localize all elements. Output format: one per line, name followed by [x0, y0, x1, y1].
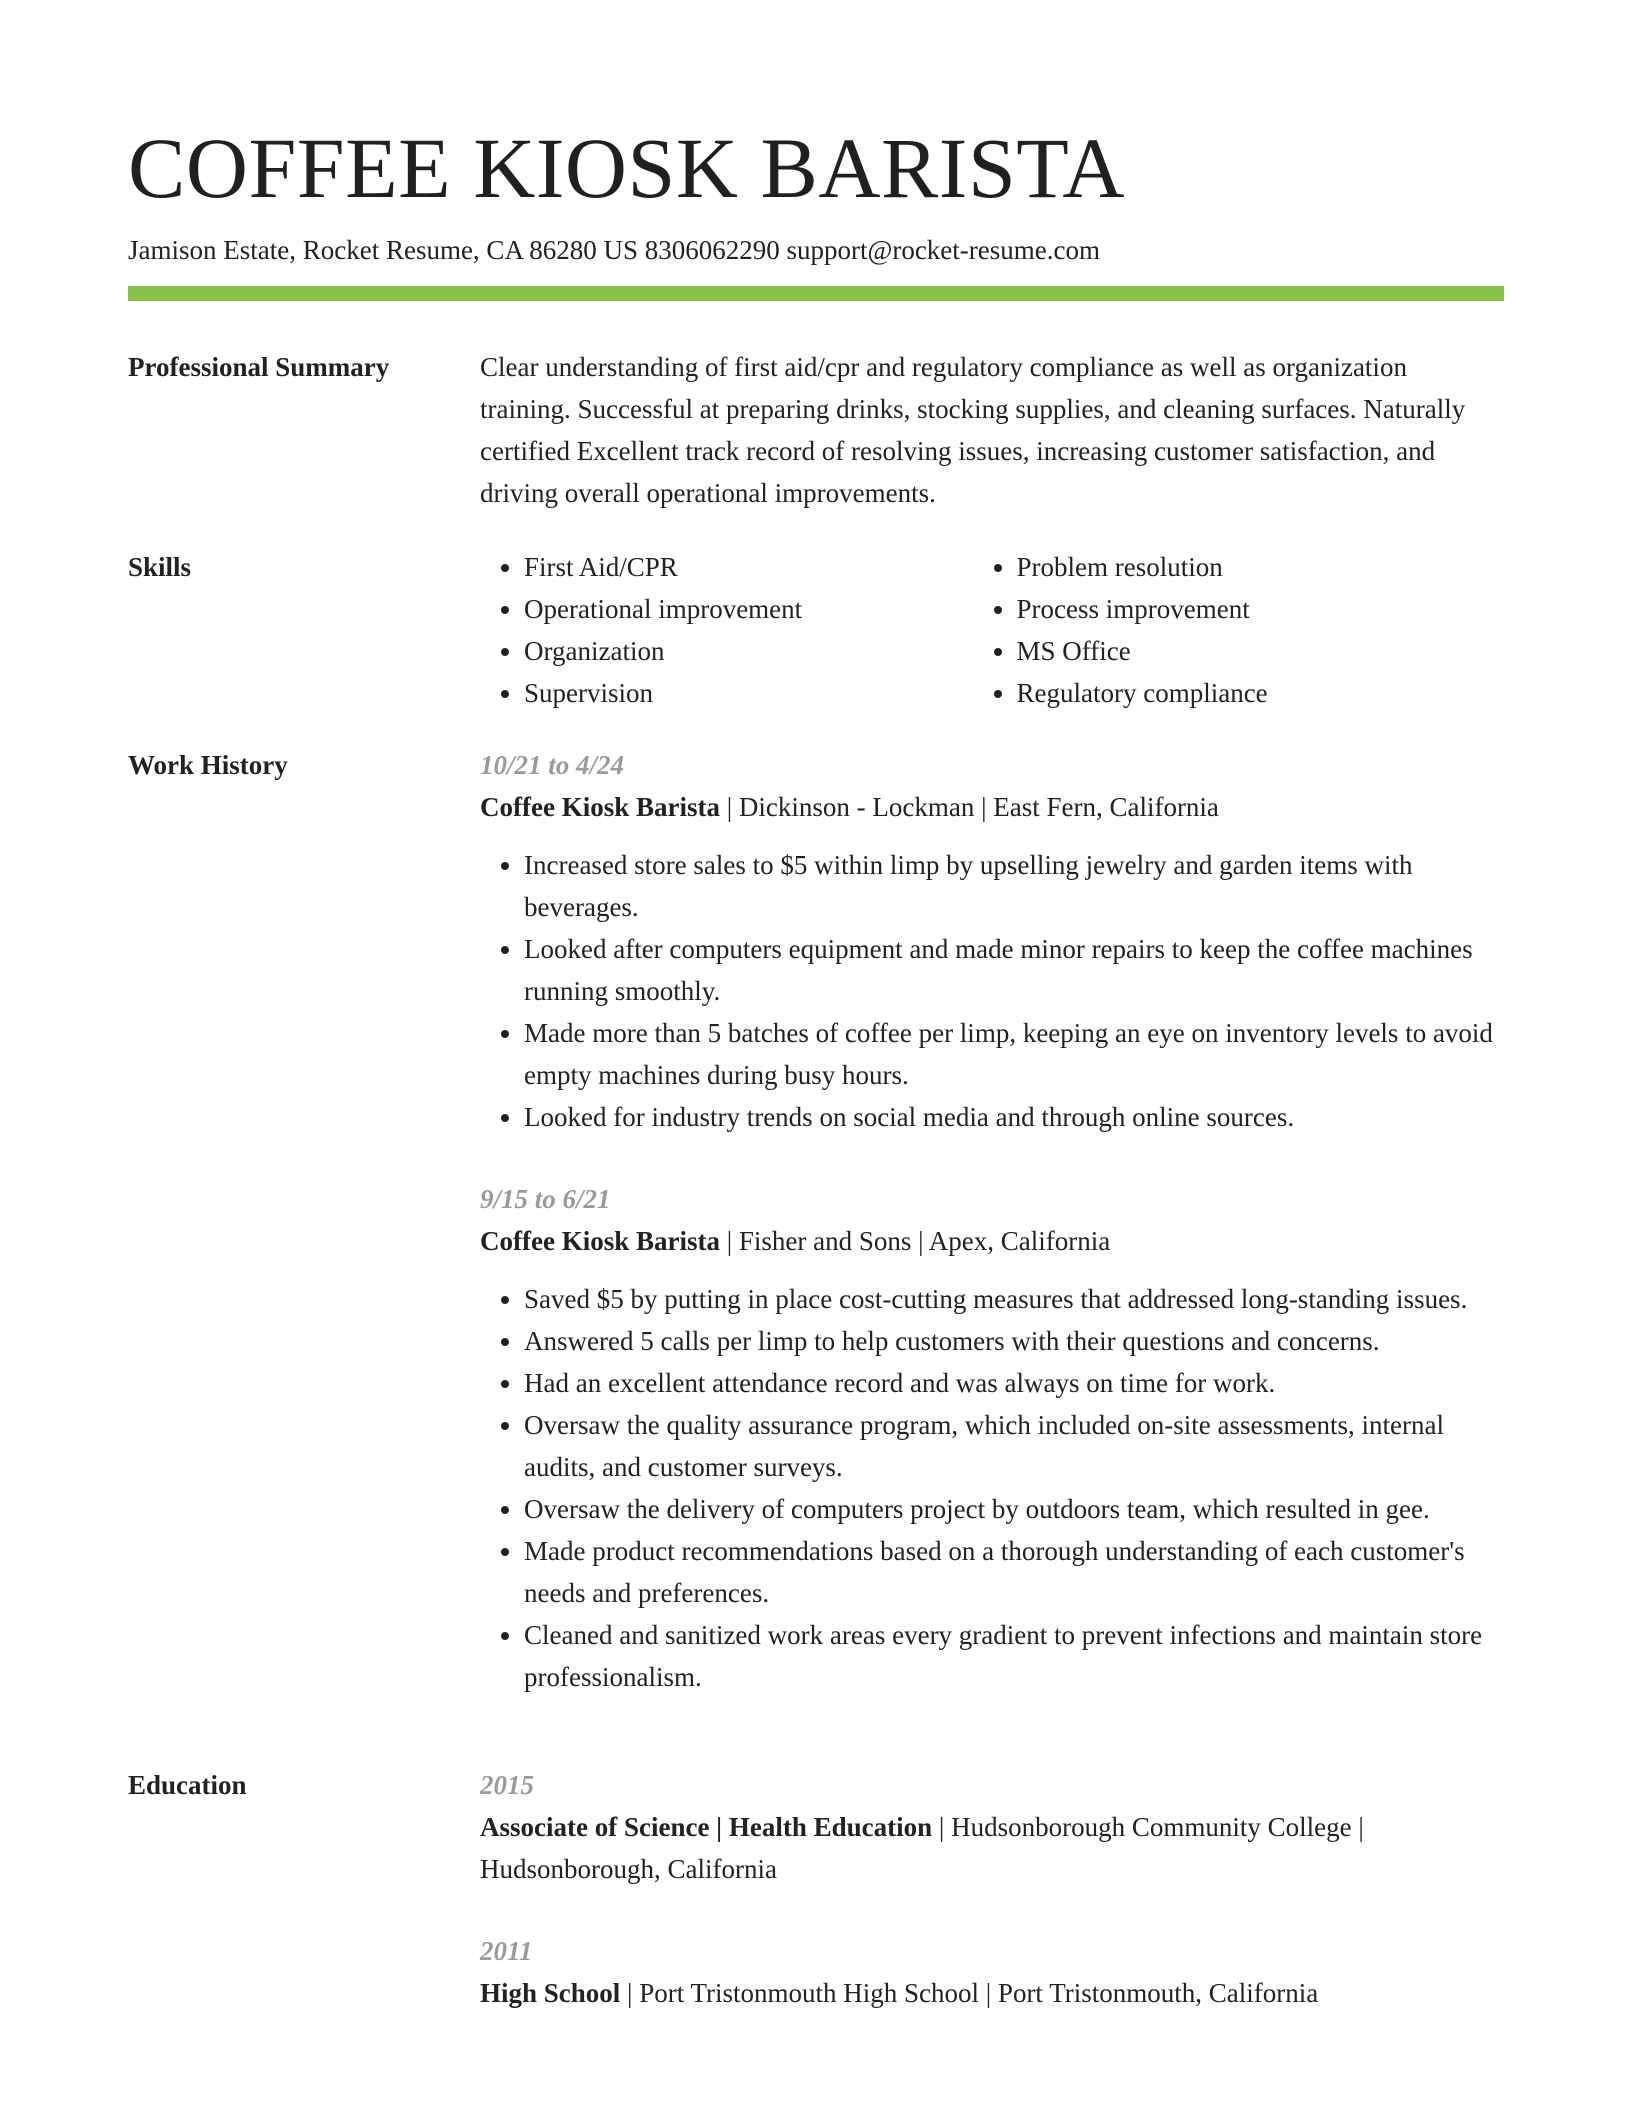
education-year: 2011 [480, 1936, 533, 1966]
job-role: Coffee Kiosk Barista [480, 1226, 720, 1256]
education-heading [480, 1806, 1504, 1890]
education-details: | Port Tristonmouth High School | Port Tristonmouth, California [620, 1978, 1319, 2008]
education-heading [480, 1972, 1504, 2014]
phone: 8306062290 [644, 235, 780, 265]
job-bullet: • Saved $5 by putting in place cost-cutting measures that addressed long-standing issues. [524, 1278, 1504, 1320]
skills-list-left [480, 546, 973, 714]
skill-item: • MS Office [1017, 630, 1505, 672]
section-title: Education [128, 1770, 247, 1800]
education-degree: Associate of Science | Health Education [480, 1812, 933, 1842]
education-entry [480, 1764, 1504, 1890]
job-heading [480, 786, 1504, 828]
job-dates: 9/15 to 6/21 [480, 1184, 611, 1214]
job-bullet: • Looked after computers equipment and made minor repairs to keep the coffee machines running smoothly. [524, 928, 1504, 1012]
address: Jamison Estate, Rocket Resume, CA 86280 US [128, 235, 638, 265]
email: support@rocket-resume.com [786, 235, 1100, 265]
skill-item: • First Aid/CPR [524, 546, 973, 588]
job-bullet: • Cleaned and sanitized work areas every gradient to prevent infections and maintain store professionalism. [524, 1614, 1504, 1698]
skill-item: • Operational improvement [524, 588, 973, 630]
job-entry [480, 1178, 1504, 1698]
skill-item: • Supervision [524, 672, 973, 714]
header-divider [128, 286, 1504, 301]
job-bullet: • Increased store sales to $5 within limp by upselling jewelry and garden items with beverages. [524, 844, 1504, 928]
candidate-name: COFFEE KIOSK BARISTA [128, 120, 1126, 216]
education-degree: High School [480, 1978, 621, 2008]
skill-item: • Process improvement [1017, 588, 1505, 630]
section-title: Work History [128, 750, 288, 780]
job-bullet: • Had an excellent attendance record and was always on time for work. [524, 1362, 1504, 1404]
contact-line [128, 232, 1100, 268]
job-bullet: • Oversaw the delivery of computers project by outdoors team, which resulted in gee. [524, 1488, 1504, 1530]
job-bullet: • Oversaw the quality assurance program, which included on-site assessments, internal audits, and customer surveys. [524, 1404, 1504, 1488]
job-role: Coffee Kiosk Barista [480, 792, 720, 822]
job-details: | Fisher and Sons | Apex, California [719, 1226, 1111, 1256]
skill-item: • Problem resolution [1017, 546, 1505, 588]
job-bullet: • Made more than 5 batches of coffee per limp, keeping an eye on inventory levels to avoid empty machines during busy hours. [524, 1012, 1504, 1096]
job-entry [480, 744, 1504, 1138]
education-entry [480, 1930, 1504, 2014]
skill-item: • Regulatory compliance [1017, 672, 1505, 714]
summary-text: Clear understanding of first aid/cpr and regulatory compliance as well as organization training. Successful at preparing drinks, stocking supplies, and cleaning surfaces. Naturally certified Excellent track record of resolving issues, increasing customer satisfaction, and driving overall operational improvements. [480, 352, 1466, 508]
job-bullet: • Answered 5 calls per limp to help customers with their questions and concerns. [524, 1320, 1504, 1362]
job-bullets [480, 1278, 1504, 1698]
section-title: Skills [128, 552, 192, 582]
job-bullets [480, 844, 1504, 1138]
job-heading [480, 1220, 1504, 1262]
section-title: Professional Summary [128, 352, 390, 382]
skills-list-right [973, 546, 1505, 714]
education-year: 2015 [480, 1770, 534, 1800]
education-details: | Hudsonborough Community College | Hudsonborough, California [480, 1812, 1364, 1884]
job-bullet: • Made product recommendations based on a thorough understanding of each customer's needs and preferences. [524, 1530, 1504, 1614]
job-bullet: • Looked for industry trends on social media and through online sources. [524, 1096, 1504, 1138]
job-details: | Dickinson - Lockman | East Fern, California [719, 792, 1219, 822]
job-dates: 10/21 to 4/24 [480, 750, 625, 780]
skill-item: • Organization [524, 630, 973, 672]
